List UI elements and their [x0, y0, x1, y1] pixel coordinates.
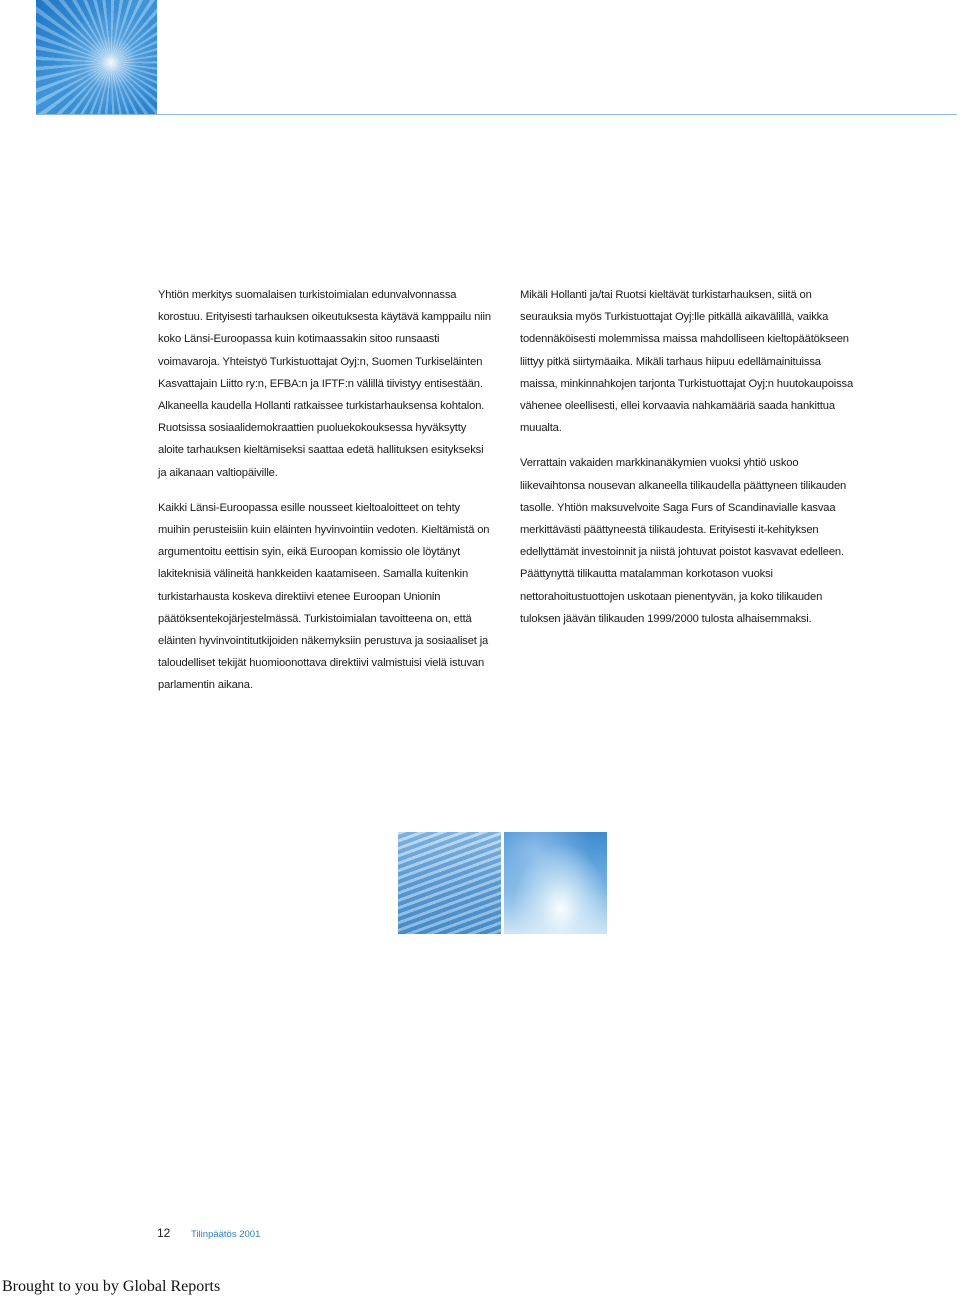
- header-decorative-image: [36, 0, 157, 114]
- left-text-column: [158, 284, 493, 710]
- source-credit: Brought to you by Global Reports: [2, 1278, 221, 1295]
- right-text-column: [520, 284, 855, 643]
- sand-texture-photo: [398, 832, 501, 934]
- left-paragraph-2: Kaikki Länsi-Euroopassa esille nousseet kieltoaloitteet on tehty muihin perusteisiin kuin eläinten hyvinvointiin vedoten. Kieltämistä on argumentoitu eettisin syin, eikä Euroopan komissio ole löytänyt lakiteknisiä välineitä hankkeiden kaatamiseen. Samalla kuitenkin turkistarhausta koskeva direktiivi etenee Euroopan Unionin päätöksentekojärjestelmässä. Turkistoimialan tavoitteena on, että eläinten hyvinvointitutkijoiden näkemyksiin perustuva ja sosiaaliset ja taloudelliset tekijät huomioonottava direktiivi valmistuisi vielä istuvan parlamentin aikana.: [158, 501, 490, 692]
- page-footer: [157, 1226, 260, 1240]
- right-paragraph-2: Verrattain vakaiden markkinanäkymien vuoksi yhtiö uskoo liikevaihtonsa nousevan alkaneella tilikaudella päättyneen tilikauden tasolle. Yhtiön maksuvelvoite Saga Furs of Scandinavialle kasvaa merkittävästi päättyneestä tilikaudesta. Erityisesti it-kehityksen edellyttämät investoinnit ja niistä johtuvat poistot kasvavat edelleen. Päättynyttä tilikautta matalamman korkotason vuoksi nettorahoitustuottojen uskotaan pienentyvän, ja koko tilikauden tuloksen jäävän tilikauden 1999/2000 tulosta alhaisemmaksi.: [520, 457, 847, 625]
- header-divider: [36, 114, 957, 115]
- right-paragraph-1: Mikäli Hollanti ja/tai Ruotsi kieltävät turkistarhauksen, siitä on seurauksia myös Turkistuottajat Oyj:lle pitkällä aikavälillä, vaikka todennäköisesti molemmissa maissa mahdolliseen kieltopäätökseen liittyy pitkä siirtymäaika. Mikäli tarhaus hiipuu edellämainituissa maissa, minkinnahkojen tarjonta Turkistuottajat Oyj:n huutokaupoissa vähenee oleellisesti, ellei korvaavia nahkamääriä saada hankittua muualta.: [520, 289, 854, 435]
- report-title: Tilinpäätös 2001: [191, 1229, 261, 1240]
- left-paragraph-1: Yhtiön merkitys suomalaisen turkistoimialan edunvalvonnassa korostuu. Erityisesti tarhauksen oikeutuksesta käytävä kamppailu niin koko Länsi-Euroopassa kuin kotimaassakin sitoo runsaasti voimavaroja. Yhteistyö Turkistuottajat Oyj:n, Suomen Turkiseläinten Kasvattajain Liitto ry:n, EFBA:n ja IFTF:n välillä tiivistyy entisestään. Alkaneella kaudella Hollanti ratkaissee turkistarhauksensa kohtalon. Ruotsissa sosiaalidemokraattien puoluekokouksessa hyväksytty aloite tarhauksen kieltämiseksi saattaa edetä hallituksen esitykseksi ja aikanaan valtiopäiville.: [158, 289, 491, 479]
- page-number: 12: [157, 1226, 171, 1240]
- fur-texture-photo: [504, 832, 607, 934]
